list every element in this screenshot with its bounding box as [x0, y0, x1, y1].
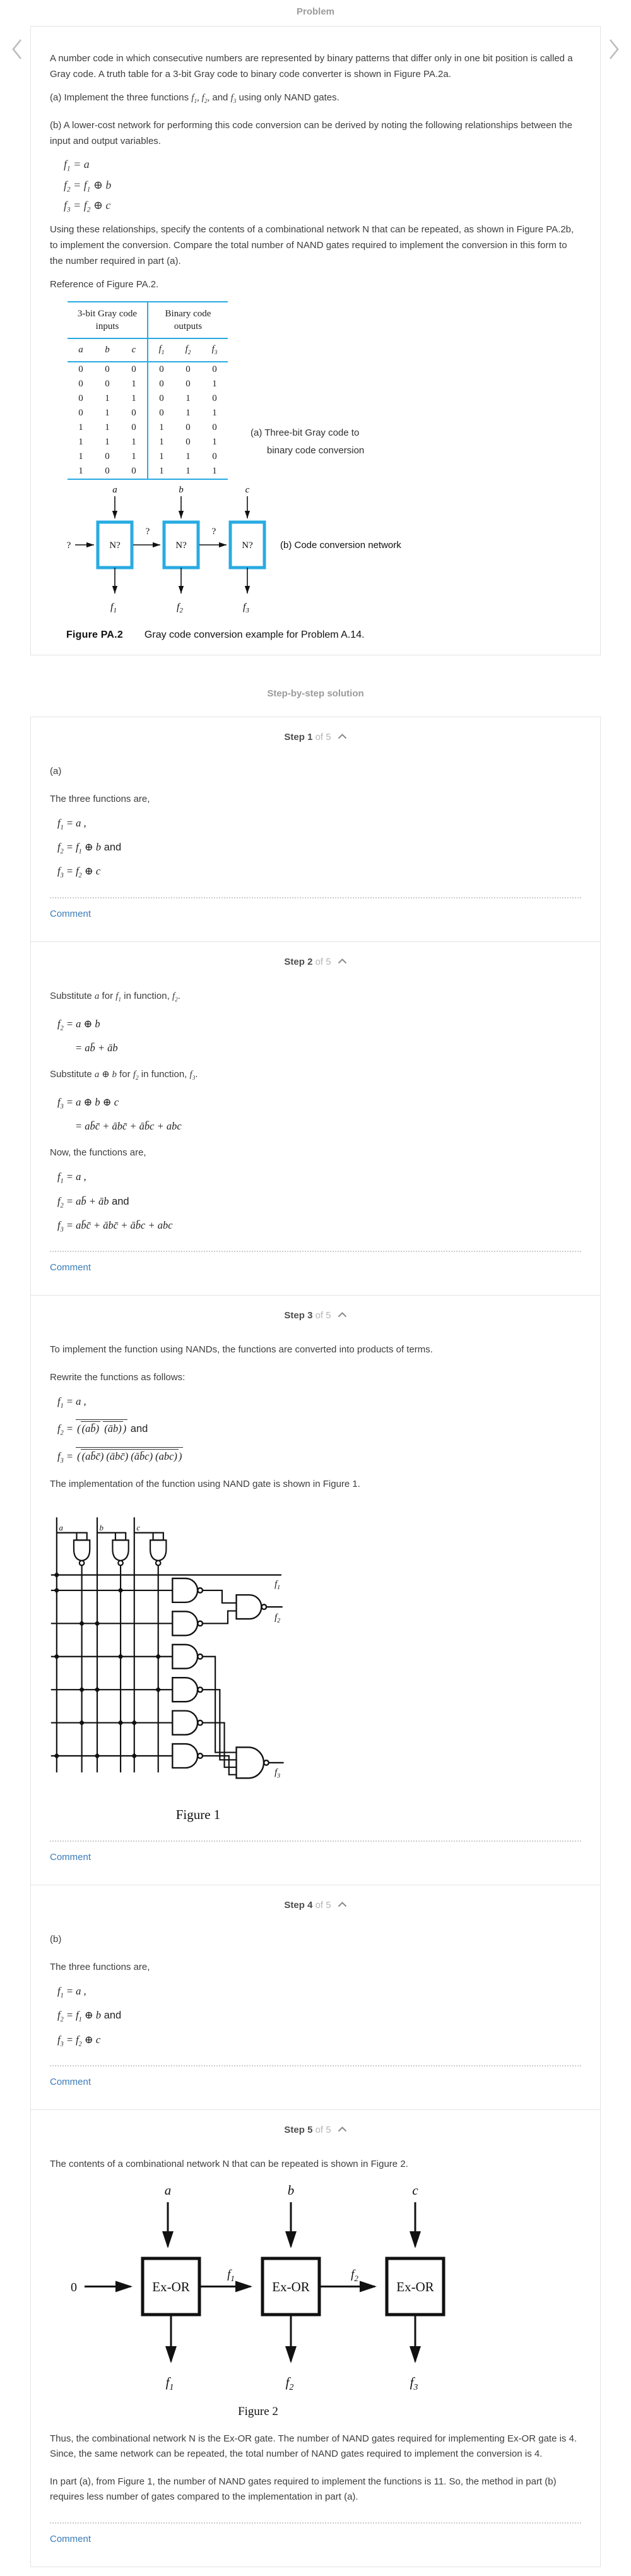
fig2-input-c: c — [412, 2183, 418, 2198]
figure-pa2a-label: (a) Three-bit Gray code to binary code conversion — [251, 427, 365, 456]
fig2-zero-input: 0 — [71, 2280, 77, 2294]
equation-line: $f_2$ = ( (ab̄) (āb) ) and — [57, 1419, 581, 1436]
network-box-3-label: N? — [242, 540, 253, 551]
collapse-step-icon[interactable] — [338, 731, 347, 742]
code-conversion-network-diagram — [50, 485, 416, 617]
collapse-step-icon[interactable] — [338, 1899, 347, 1910]
equation-line: $f_1 = a$ , — [57, 816, 86, 832]
output-label-f2: $f_2$ — [177, 601, 183, 614]
col-f3: $f_3$ — [201, 338, 228, 362]
step-body — [50, 1342, 581, 1823]
figure-pa2b — [50, 485, 581, 621]
unknown-signal-label-1: ? — [145, 526, 150, 537]
step-body — [50, 1932, 581, 2048]
figure-pa2-caption: Figure PA.2 Gray code conversion example for Problem A.14. — [66, 629, 365, 640]
col-c: c — [121, 338, 148, 362]
collapse-step-icon[interactable] — [338, 956, 347, 967]
fig2-input-a: a — [164, 2183, 172, 2198]
step-header — [50, 953, 581, 976]
figure-2-block — [50, 2183, 581, 2419]
dotted-divider — [50, 2522, 581, 2524]
collapse-step-icon[interactable] — [338, 1309, 347, 1320]
dotted-divider — [50, 1840, 581, 1842]
equation-line: $f_3 = f_2$ ⊕ c — [57, 865, 101, 880]
collapse-step-icon[interactable] — [338, 2124, 347, 2135]
problem-equations — [64, 158, 581, 214]
solution-title: Step-by-step solution — [267, 688, 364, 699]
problem-paragraph-3: (b) A lower-cost network for performing this code conversion can be derived by noting the following relationships between the input and output variables. — [50, 120, 572, 146]
figure-pa2a — [68, 301, 581, 480]
next-problem-button[interactable] — [606, 37, 622, 65]
comment-link[interactable]: Comment — [50, 2076, 91, 2087]
figure-pa2b-label: (b) Code conversion network — [280, 539, 401, 551]
solution-card — [30, 717, 601, 2567]
table-row: 1 1 1 1 0 1 — [68, 435, 228, 450]
equation-line: = ab̄ + āb — [75, 1041, 118, 1054]
equation-line: $f_2 = f_1$ ⊕ b and — [57, 841, 122, 856]
dotted-divider — [50, 1251, 581, 1252]
step-header — [50, 1307, 581, 1330]
chevron-right-icon — [606, 37, 622, 62]
truth-table — [68, 301, 228, 480]
fig1-input-b: b — [99, 1524, 103, 1533]
equation-f2: $f_2 = f_1$ ⊕ b — [64, 178, 112, 194]
exor-box-2-label: Ex-OR — [272, 2279, 310, 2294]
fig1-output-f3: $f_3$ — [274, 1767, 281, 1780]
output-label-f1: $f_1$ — [110, 601, 117, 614]
step-title: Step 3 — [284, 1310, 313, 1321]
input-label-a: a — [112, 484, 117, 495]
table-row: 0 0 1 0 0 1 — [68, 377, 228, 391]
step-of-total: of 5 — [312, 1900, 331, 1911]
step-paragraph: The contents of a combinational network N that can be repeated is shown in Figure 2. — [50, 2158, 408, 2169]
equation-line: $f_2 = a$ ⊕ b — [57, 1017, 100, 1032]
junction-dots — [54, 1572, 161, 1759]
step-header — [50, 2121, 581, 2144]
step-paragraph: Thus, the combinational network N is the Ex-OR gate. The number of NAND gates required for implementing Ex-OR gate is 4. Since, the same network can be repeated, the total number of NAND gates required to implement the conversion is 4. — [50, 2433, 577, 2459]
fig2-mid-f2: $f_2$ — [351, 2267, 358, 2283]
step-paragraph: In part (a), from Figure 1, the number of NAND gates required to implement the functions is 11. So, the method in part (b) requires less number of gates compared to the implementation in part (a). — [50, 2476, 557, 2502]
problem-card — [30, 26, 601, 655]
fig1-output-f2: $f_2$ — [274, 1612, 281, 1625]
step-section-4 — [31, 1885, 600, 2109]
nand-circuit-diagram — [50, 1503, 346, 1795]
equation-f3: $f_3 = f_2$ ⊕ c — [64, 199, 111, 214]
truth-table-header-inputs: 3-bit Gray code inputs — [68, 302, 148, 338]
step-paragraph: (a) — [50, 765, 62, 777]
equation-line: $f_3$ = ( (ab̄c̄) (ābc̄) (āb̄c) (abc) ) — [57, 1447, 581, 1464]
problem-paragraph-4: Using these relationships, specify the contents of a combinational network N that can be repeated, as shown in Figure PA.2b, to implement the conversion. Compare the total number of NAND gates required to implement the conversion in this form to the number required in part (a). — [50, 224, 574, 266]
step-of-total: of 5 — [312, 731, 331, 742]
step-title: Step 1 — [284, 731, 313, 742]
dotted-divider — [50, 2065, 581, 2066]
figure-1-block — [50, 1503, 581, 1823]
problem-paragraph-1: A number code in which consecutive numbers are represented by binary patterns that differ only in one bit position is called a Gray code. A truth table for a 3-bit Gray code to binary code converter is shown in Figure PA.2a. — [50, 53, 573, 80]
equation-line: = ab̄c̄ + ābc̄ + āb̄c + abc — [75, 1120, 182, 1133]
col-a: a — [68, 338, 94, 362]
col-f2: $f_2$ — [175, 338, 201, 362]
equation-line: $f_3 = f_2$ ⊕ c — [57, 2033, 101, 2048]
fig2-output-f1: $f_1$ — [165, 2374, 174, 2392]
input-label-c: c — [245, 484, 250, 495]
equation-f1: $f_1 = a$ — [64, 158, 90, 173]
equation-line: $f_1 = a$ , — [57, 1171, 86, 1185]
equation-line: $f_3$ = ab̄c̄ + ābc̄ + āb̄c + abc — [57, 1219, 173, 1234]
output-label-f3: $f_3$ — [243, 601, 249, 614]
exor-box-1-label: Ex-OR — [152, 2279, 190, 2294]
comment-link[interactable]: Comment — [50, 908, 91, 919]
fig2-output-f2: $f_2$ — [285, 2374, 294, 2392]
table-row: 1 0 0 1 1 1 — [68, 464, 228, 479]
unknown-signal-label-2: ? — [211, 526, 216, 537]
step-title: Step 2 — [284, 956, 313, 967]
col-b: b — [94, 338, 121, 362]
step-paragraph: Substitute a ⊕ b for $f_2$ in function, $f_3$. — [50, 1068, 198, 1082]
exor-box-3-label: Ex-OR — [396, 2279, 434, 2294]
table-row: 1 1 0 1 0 0 — [68, 420, 228, 435]
step-paragraph: Substitute a for $f_1$ in function, $f_2$. — [50, 990, 180, 1003]
dotted-divider — [50, 897, 581, 898]
step-of-total: of 5 — [312, 956, 331, 967]
step-of-total: of 5 — [312, 2124, 331, 2135]
step-section-2 — [31, 941, 600, 1295]
equation-line: $f_2$ = ab̄ + āb and — [57, 1195, 129, 1209]
problem-paragraph-5: Reference of Figure PA.2. — [50, 278, 159, 290]
step-paragraph: The three functions are, — [50, 1962, 150, 1973]
exor-network-diagram — [50, 2183, 466, 2393]
fig2-output-f3: $f_3$ — [410, 2374, 418, 2392]
step-paragraph: The three functions are, — [50, 793, 150, 804]
step-body — [50, 989, 581, 1233]
fig2-mid-f1: $f_1$ — [227, 2267, 235, 2283]
network-box-2-label: N? — [175, 540, 187, 551]
equation-line: $f_3 = a$ ⊕ b ⊕ c — [57, 1095, 119, 1111]
step-title: Step 4 — [284, 1900, 313, 1911]
previous-problem-button[interactable] — [9, 37, 25, 65]
comment-link[interactable]: Comment — [50, 1852, 91, 1863]
equation-line: $f_1 = a$ , — [57, 1985, 86, 2000]
step-section-3 — [31, 1295, 600, 1885]
table-row: 0 1 1 0 1 0 — [68, 391, 228, 406]
network-box-1-label: N? — [109, 540, 121, 551]
input-label-b: b — [179, 484, 184, 495]
step-section-5 — [31, 2109, 600, 2567]
fig1-input-c: c — [136, 1524, 141, 1533]
page-title: Problem — [296, 6, 334, 17]
step-of-total: of 5 — [312, 1310, 331, 1321]
step-paragraph: (b) — [50, 1934, 62, 1945]
truth-table-header-outputs: Binary code outputs — [148, 302, 228, 338]
problem-paragraph-2: (a) Implement the three functions $f_1$, $f_2$, and $f_3$ using only NAND gates. — [50, 92, 339, 105]
nand-gates — [172, 1578, 268, 1778]
table-row: 0 1 0 0 1 1 — [68, 406, 228, 420]
equation-line: $f_2 = f_1$ ⊕ b and — [57, 2009, 122, 2024]
step-paragraph: Now, the functions are, — [50, 1147, 146, 1159]
step-body — [50, 2157, 581, 2505]
step-paragraph: To implement the function using NANDs, the functions are converted into products of terms. — [50, 1344, 433, 1356]
step-body — [50, 764, 581, 880]
table-row: 0 0 0 0 0 0 — [68, 362, 228, 377]
step-paragraph: The implementation of the function using NAND gate is shown in Figure 1. — [50, 1479, 360, 1490]
col-f1: $f_1$ — [148, 338, 175, 362]
equation-line: $f_1 = a$ , — [57, 1395, 86, 1410]
table-row: 1 0 1 1 1 0 — [68, 450, 228, 464]
fig2-input-b: b — [287, 2183, 295, 2198]
step-header — [50, 1897, 581, 1919]
step-paragraph: Rewrite the functions as follows: — [50, 1372, 186, 1383]
figure-1-caption: Figure 1 — [175, 1807, 221, 1823]
figure-2-caption: Figure 2 — [238, 2404, 278, 2418]
step-header — [50, 729, 581, 751]
fig1-output-f1: $f_1$ — [274, 1579, 281, 1592]
unknown-input-label: ? — [66, 540, 71, 551]
step-title: Step 5 — [284, 2124, 313, 2135]
comment-link[interactable]: Comment — [50, 2533, 91, 2544]
chevron-left-icon — [9, 37, 25, 62]
comment-link[interactable]: Comment — [50, 1262, 91, 1273]
step-section-1 — [31, 717, 600, 941]
inverter-gates — [74, 1533, 166, 1566]
fig1-input-a: a — [59, 1524, 63, 1533]
